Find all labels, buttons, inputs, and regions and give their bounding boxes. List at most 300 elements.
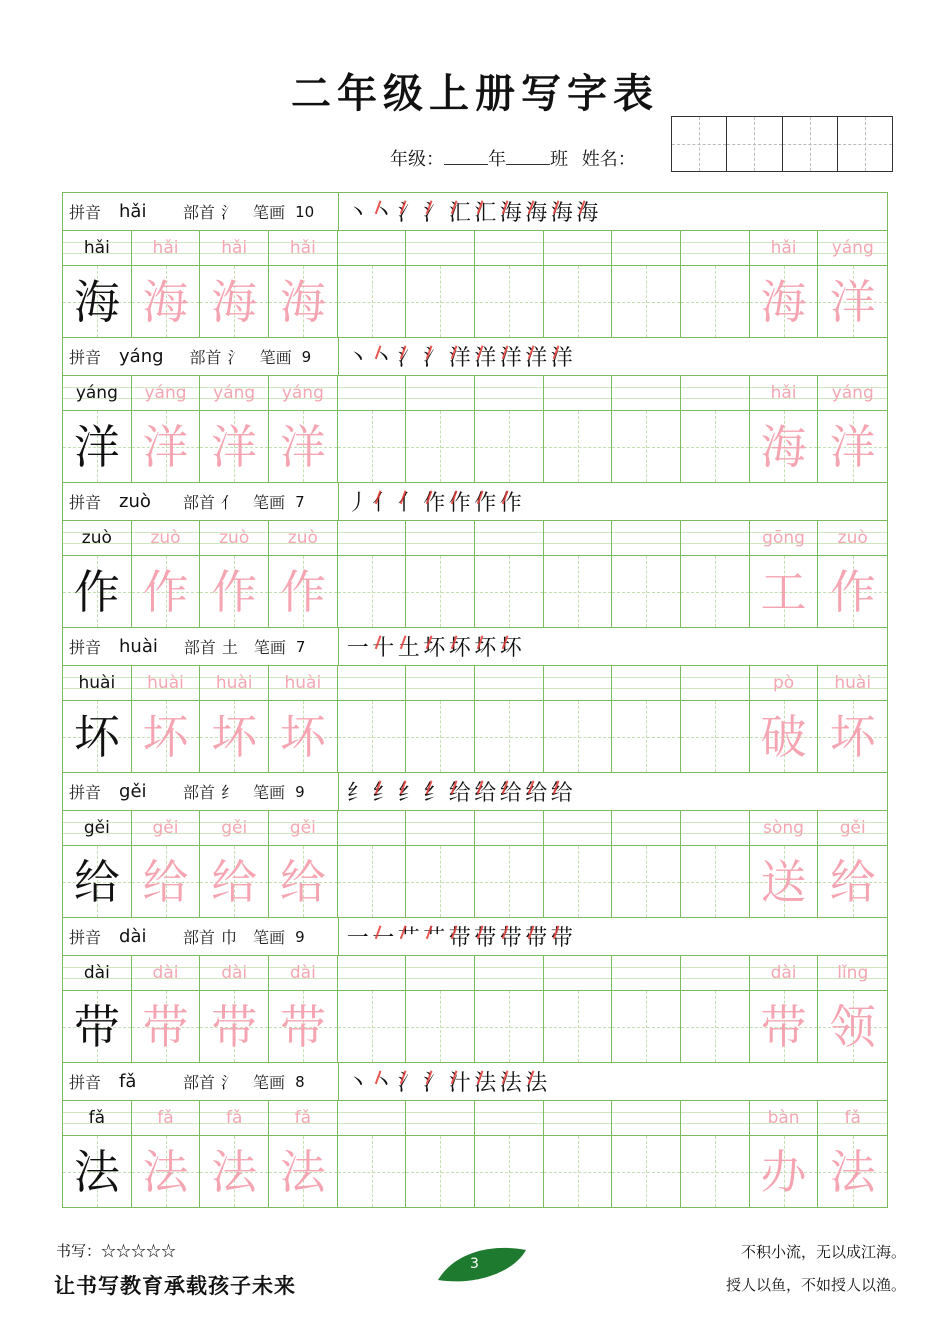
cell-pinyin: zuò: [81, 528, 112, 548]
practice-grid-row: [63, 231, 887, 338]
pinyin-band: [338, 1101, 406, 1136]
stroke-step: 丶: [346, 201, 369, 226]
pinyin-band: [406, 956, 474, 991]
word-cell[interactable]: [750, 376, 819, 482]
cell-character: 海: [279, 274, 326, 329]
practice-cell[interactable]: [338, 521, 407, 627]
character-info-row: [63, 773, 887, 811]
cell-pinyin: yáng: [831, 238, 874, 258]
cell-pinyin: gěi: [289, 818, 316, 838]
pinyin-band: [269, 1101, 337, 1136]
stroke-step: 亻: [396, 486, 422, 517]
cell-character: 作: [73, 564, 120, 619]
stroke-step: 给: [447, 776, 473, 807]
cell-character: 海: [760, 419, 807, 474]
practice-cell[interactable]: [544, 811, 613, 917]
character-pinyin: hǎi: [119, 201, 147, 222]
character-pinyin: huài: [119, 636, 158, 657]
stroke-count: 8: [295, 1072, 305, 1091]
practice-cell[interactable]: [681, 376, 750, 482]
cell-character: 作: [211, 564, 258, 619]
pinyin-band: [544, 1101, 612, 1136]
tianzige-box: [338, 846, 406, 917]
cell-character: 给: [73, 854, 120, 909]
practice-cell[interactable]: [475, 521, 544, 627]
practice-cell[interactable]: [338, 666, 407, 772]
stroke-step: 丶: [346, 1071, 369, 1096]
stroke-step: 纟: [422, 776, 448, 807]
cell-pinyin: huài: [78, 673, 116, 693]
pinyin-band: [269, 666, 337, 701]
stroke-step: 亻: [371, 486, 397, 517]
tianzige-box: [338, 701, 406, 772]
stroke-count: 7: [295, 492, 305, 511]
word-cell[interactable]: [750, 521, 819, 627]
word-cell[interactable]: [750, 231, 819, 337]
stroke-step: 给: [549, 776, 575, 807]
practice-cell[interactable]: [612, 956, 681, 1062]
cell-character: 洋: [73, 419, 120, 474]
character-meta: [63, 193, 339, 230]
word-cell[interactable]: [750, 1101, 819, 1207]
tianzige-box: [200, 846, 268, 917]
practice-cell[interactable]: [406, 231, 475, 337]
cell-pinyin: zuò: [219, 528, 250, 548]
stroke-step: 作: [473, 486, 499, 517]
tianzige-box: [63, 411, 131, 482]
pinyin-band: [750, 811, 818, 846]
pinyin-label: 拼音: [69, 348, 102, 367]
stroke-step: 洋: [524, 341, 550, 372]
practice-cell[interactable]: [544, 956, 613, 1062]
tianzige-box: [544, 991, 612, 1062]
cell-pinyin: fǎ: [157, 1108, 174, 1128]
cell-character: 带: [142, 999, 189, 1054]
word-cell[interactable]: [818, 231, 887, 337]
pinyin-band: [750, 956, 818, 991]
trace-cell[interactable]: [200, 521, 269, 627]
practice-cell[interactable]: [406, 521, 475, 627]
cell-pinyin: lǐng: [837, 963, 869, 983]
stroke-step: 艹: [422, 921, 448, 952]
practice-cell[interactable]: [681, 666, 750, 772]
name-box[interactable]: [672, 117, 727, 171]
cell-pinyin: huài: [284, 673, 322, 693]
trace-cell[interactable]: [269, 376, 338, 482]
practice-cell[interactable]: [338, 231, 407, 337]
stroke-step: 氵: [396, 341, 422, 372]
cell-pinyin: zuò: [837, 528, 868, 548]
cell-character: 作: [142, 564, 189, 619]
practice-cell[interactable]: [406, 811, 475, 917]
pinyin-band: [338, 956, 406, 991]
practice-cell[interactable]: [406, 956, 475, 1062]
cell-character: 法: [279, 1144, 326, 1199]
cell-character: 法: [829, 1144, 876, 1199]
stroke-step: 纟: [371, 776, 397, 807]
trace-cell[interactable]: [269, 811, 338, 917]
cell-character: 海: [211, 274, 258, 329]
character-meta: [63, 338, 339, 375]
trace-cell[interactable]: [132, 231, 201, 337]
cell-pinyin: fǎ: [294, 1108, 312, 1128]
character-radical: 土: [221, 638, 238, 657]
stroke-step: 给: [473, 776, 499, 807]
trace-cell[interactable]: [200, 1101, 269, 1207]
tianzige-box: [750, 1136, 818, 1207]
pinyin-band: [750, 376, 818, 411]
pinyin-band: [818, 521, 887, 556]
practice-cell[interactable]: [681, 1101, 750, 1207]
stroke-step: 氵: [422, 196, 448, 227]
stroke-step: 给: [498, 776, 524, 807]
radical-label: 部首: [183, 638, 216, 657]
practice-grid-row: [63, 376, 887, 483]
class-suffix: 班: [550, 149, 568, 170]
pinyin-band: [475, 666, 543, 701]
pinyin-band: [475, 1101, 543, 1136]
name-boxes[interactable]: [671, 116, 893, 172]
cell-character: 带: [211, 999, 258, 1054]
tianzige-box: [132, 411, 200, 482]
trace-cell[interactable]: [269, 521, 338, 627]
stroke-step: 氵: [396, 1066, 422, 1097]
trace-cell[interactable]: [269, 956, 338, 1062]
trace-cell[interactable]: [200, 666, 269, 772]
trace-cell[interactable]: [132, 1101, 201, 1207]
pinyin-band: [544, 811, 612, 846]
slogan: 让书写教育承载孩子未来: [54, 1273, 296, 1298]
cell-pinyin: dài: [221, 963, 248, 983]
trace-cell[interactable]: [132, 811, 201, 917]
practice-cell[interactable]: [544, 521, 613, 627]
stroke-step: 洋: [498, 341, 524, 372]
pinyin-band: [818, 811, 887, 846]
trace-cell[interactable]: [269, 1101, 338, 1207]
pinyin-band: [132, 956, 200, 991]
tianzige-box: [406, 411, 474, 482]
practice-cell[interactable]: [681, 811, 750, 917]
radical-label: 部首: [183, 928, 216, 947]
tianzige-box: [406, 556, 474, 627]
stroke-order: [339, 193, 600, 230]
model-cell: [63, 231, 132, 337]
radical-label: 部首: [183, 1073, 216, 1092]
pinyin-band: [63, 521, 131, 556]
pinyin-band: [338, 521, 406, 556]
pinyin-band: [818, 1101, 887, 1136]
practice-cell[interactable]: [338, 376, 407, 482]
cell-pinyin: fǎ: [225, 1108, 243, 1128]
pinyin-band: [612, 956, 680, 991]
pinyin-band: [269, 521, 337, 556]
character-radical: 亻: [221, 493, 238, 512]
pinyin-band: [63, 231, 131, 266]
tianzige-box: [612, 556, 680, 627]
stroke-step: 洋: [549, 341, 575, 372]
tianzige-box: [544, 1136, 612, 1207]
trace-cell[interactable]: [132, 956, 201, 1062]
trace-cell[interactable]: [269, 666, 338, 772]
cell-pinyin: pò: [772, 673, 795, 693]
word-cell[interactable]: [818, 811, 887, 917]
character-radical: 纟: [221, 783, 238, 802]
practice-cell[interactable]: [681, 231, 750, 337]
stroke-step: 丶: [346, 346, 369, 371]
cell-character: 海: [73, 274, 120, 329]
cell-character: 洋: [279, 419, 326, 474]
practice-cell[interactable]: [544, 1101, 613, 1207]
tianzige-box: [406, 701, 474, 772]
model-cell: [63, 956, 132, 1062]
practice-cell[interactable]: [475, 956, 544, 1062]
stroke-step: 氵: [422, 341, 448, 372]
cell-pinyin: yáng: [831, 383, 874, 403]
tianzige-box: [475, 411, 543, 482]
cell-character: 坏: [279, 709, 326, 764]
tianzige-box: [475, 846, 543, 917]
stroke-step: 带: [473, 921, 499, 952]
tianzige-box: [681, 266, 749, 337]
pinyin-band: [612, 811, 680, 846]
pinyin-band: [681, 1101, 749, 1136]
word-cell[interactable]: [818, 956, 887, 1062]
tianzige-box: [818, 846, 887, 917]
trace-cell[interactable]: [200, 811, 269, 917]
cell-pinyin: yáng: [75, 383, 118, 403]
trace-cell[interactable]: [200, 376, 269, 482]
stroke-step: 汁: [447, 1066, 473, 1097]
cell-pinyin: gěi: [152, 818, 179, 838]
cell-character: 法: [73, 1144, 120, 1199]
stroke-step: 丶: [371, 341, 397, 372]
character-meta: [63, 628, 339, 665]
practice-cell[interactable]: [612, 231, 681, 337]
stroke-step: 汇: [473, 196, 499, 227]
pinyin-band: [132, 376, 200, 411]
practice-cell[interactable]: [544, 376, 613, 482]
practice-cell[interactable]: [406, 666, 475, 772]
practice-cell[interactable]: [612, 376, 681, 482]
radical-label: 部首: [189, 348, 222, 367]
tianzige-box: [475, 1136, 543, 1207]
stroke-step: 海: [524, 196, 550, 227]
tianzige-box: [200, 411, 268, 482]
cell-pinyin: dài: [83, 963, 110, 983]
page-number: 3: [470, 1256, 479, 1272]
cell-pinyin: yáng: [281, 383, 324, 403]
tianzige-box: [818, 1136, 887, 1207]
tianzige-box: [681, 991, 749, 1062]
practice-grid-row: [63, 666, 887, 773]
tianzige-box: [63, 991, 131, 1062]
year-suffix: 年: [488, 149, 506, 170]
word-cell[interactable]: [750, 811, 819, 917]
tianzige-box: [612, 1136, 680, 1207]
stroke-step: 海: [549, 196, 575, 227]
tianzige-box: [681, 411, 749, 482]
cell-character: 洋: [142, 419, 189, 474]
pinyin-band: [269, 231, 337, 266]
name-box[interactable]: [783, 117, 838, 171]
model-cell: [63, 376, 132, 482]
tianzige-box: [818, 991, 887, 1062]
pinyin-band: [475, 521, 543, 556]
word-cell[interactable]: [818, 376, 887, 482]
practice-cell[interactable]: [475, 666, 544, 772]
stroke-step: 海: [498, 196, 524, 227]
tianzige-box: [200, 701, 268, 772]
tianzige-box: [681, 556, 749, 627]
trace-cell[interactable]: [269, 231, 338, 337]
name-label: 姓名：: [581, 149, 636, 170]
practice-grid-row: [63, 811, 887, 918]
tianzige-box: [750, 411, 818, 482]
tianzige-box: [818, 411, 887, 482]
stroke-step: 洋: [447, 341, 473, 372]
tianzige-box: [132, 1136, 200, 1207]
trace-cell[interactable]: [200, 231, 269, 337]
cell-pinyin: dài: [289, 963, 316, 983]
trace-cell[interactable]: [132, 376, 201, 482]
word-cell[interactable]: [818, 666, 887, 772]
pinyin-band: [132, 811, 200, 846]
tianzige-box: [269, 1136, 337, 1207]
practice-cell[interactable]: [612, 811, 681, 917]
practice-cell[interactable]: [475, 376, 544, 482]
tianzige-box: [338, 411, 406, 482]
cell-character: 给: [211, 854, 258, 909]
character-block: [63, 918, 887, 1063]
character-info-row: [63, 1063, 887, 1101]
cell-character: 坏: [211, 709, 258, 764]
practice-cell[interactable]: [338, 956, 407, 1062]
character-radical: 巾: [221, 928, 238, 947]
stroke-step: 坏: [473, 631, 499, 662]
character-info-row: [63, 918, 887, 956]
cell-pinyin: yáng: [144, 383, 187, 403]
pinyin-band: [200, 521, 268, 556]
tianzige-box: [63, 701, 131, 772]
tianzige-box: [544, 556, 612, 627]
stroke-step: 给: [524, 776, 550, 807]
tianzige-box: [681, 701, 749, 772]
stroke-step: 丶: [371, 196, 397, 227]
character-radical: 氵: [221, 203, 238, 222]
cell-character: 洋: [829, 419, 876, 474]
trace-cell[interactable]: [200, 956, 269, 1062]
practice-cell[interactable]: [475, 811, 544, 917]
stroke-step: 土: [396, 631, 422, 662]
cell-pinyin: huài: [147, 673, 184, 693]
stroke-step: 带: [447, 921, 473, 952]
practice-cell[interactable]: [475, 1101, 544, 1207]
practice-cell[interactable]: [612, 1101, 681, 1207]
pinyin-band: [750, 521, 818, 556]
practice-cell[interactable]: [612, 666, 681, 772]
practice-cell[interactable]: [338, 811, 407, 917]
writing-sheet: [62, 192, 888, 1208]
stroke-count: 9: [301, 347, 312, 366]
model-cell: [63, 811, 132, 917]
strokes-label: 笔画: [253, 1073, 286, 1092]
cell-character: 洋: [829, 274, 876, 329]
cell-character: 工: [760, 564, 807, 619]
word-cell[interactable]: [750, 956, 819, 1062]
word-cell[interactable]: [750, 666, 819, 772]
practice-cell[interactable]: [544, 666, 613, 772]
stroke-step: 法: [498, 1066, 524, 1097]
cell-pinyin: hǎi: [770, 383, 797, 403]
strokes-label: 笔画: [253, 928, 286, 947]
pinyin-band: [63, 811, 131, 846]
practice-cell[interactable]: [612, 521, 681, 627]
trace-cell[interactable]: [132, 666, 201, 772]
pinyin-label: 拼音: [69, 638, 102, 657]
pinyin-band: [63, 376, 131, 411]
character-pinyin: gěi: [119, 781, 147, 802]
stroke-step: 氵: [422, 1066, 448, 1097]
cell-character: 法: [211, 1144, 258, 1199]
cell-pinyin: sòng: [763, 818, 804, 838]
practice-cell[interactable]: [406, 376, 475, 482]
pinyin-band: [818, 666, 887, 701]
cell-character: 给: [279, 854, 326, 909]
word-cell[interactable]: [818, 521, 887, 627]
tianzige-box: [269, 991, 337, 1062]
character-pinyin: fǎ: [119, 1071, 137, 1092]
trace-cell[interactable]: [132, 521, 201, 627]
strokes-label: 笔画: [259, 348, 292, 367]
character-block: [63, 483, 887, 628]
class-blank[interactable]: [506, 150, 550, 165]
tianzige-box: [269, 846, 337, 917]
tianzige-box: [132, 991, 200, 1062]
name-box[interactable]: [838, 117, 892, 171]
practice-cell[interactable]: [681, 956, 750, 1062]
practice-cell[interactable]: [544, 231, 613, 337]
character-block: [63, 628, 887, 773]
radical-label: 部首: [183, 203, 216, 222]
practice-cell[interactable]: [475, 231, 544, 337]
pinyin-band: [406, 811, 474, 846]
name-box[interactable]: [727, 117, 782, 171]
pinyin-band: [818, 376, 887, 411]
radical-label: 部首: [183, 493, 216, 512]
character-block: [63, 773, 887, 918]
cell-character: 带: [760, 999, 807, 1054]
practice-cell[interactable]: [681, 521, 750, 627]
stroke-order: [339, 338, 575, 375]
practice-cell[interactable]: [406, 1101, 475, 1207]
pinyin-label: 拼音: [69, 783, 102, 802]
stroke-step: 艹: [396, 921, 422, 952]
pinyin-band: [818, 956, 887, 991]
practice-cell[interactable]: [338, 1101, 407, 1207]
stroke-step: 纟: [396, 776, 422, 807]
pinyin-label: 拼音: [69, 203, 102, 222]
year-blank[interactable]: [444, 150, 488, 165]
tianzige-box: [750, 846, 818, 917]
tianzige-box: [269, 701, 337, 772]
cell-character: 领: [829, 999, 876, 1054]
cell-character: 法: [142, 1144, 189, 1199]
tianzige-box: [132, 701, 200, 772]
word-cell[interactable]: [818, 1101, 887, 1207]
stroke-step: 坏: [422, 631, 448, 662]
pinyin-band: [681, 956, 749, 991]
tianzige-box: [612, 701, 680, 772]
